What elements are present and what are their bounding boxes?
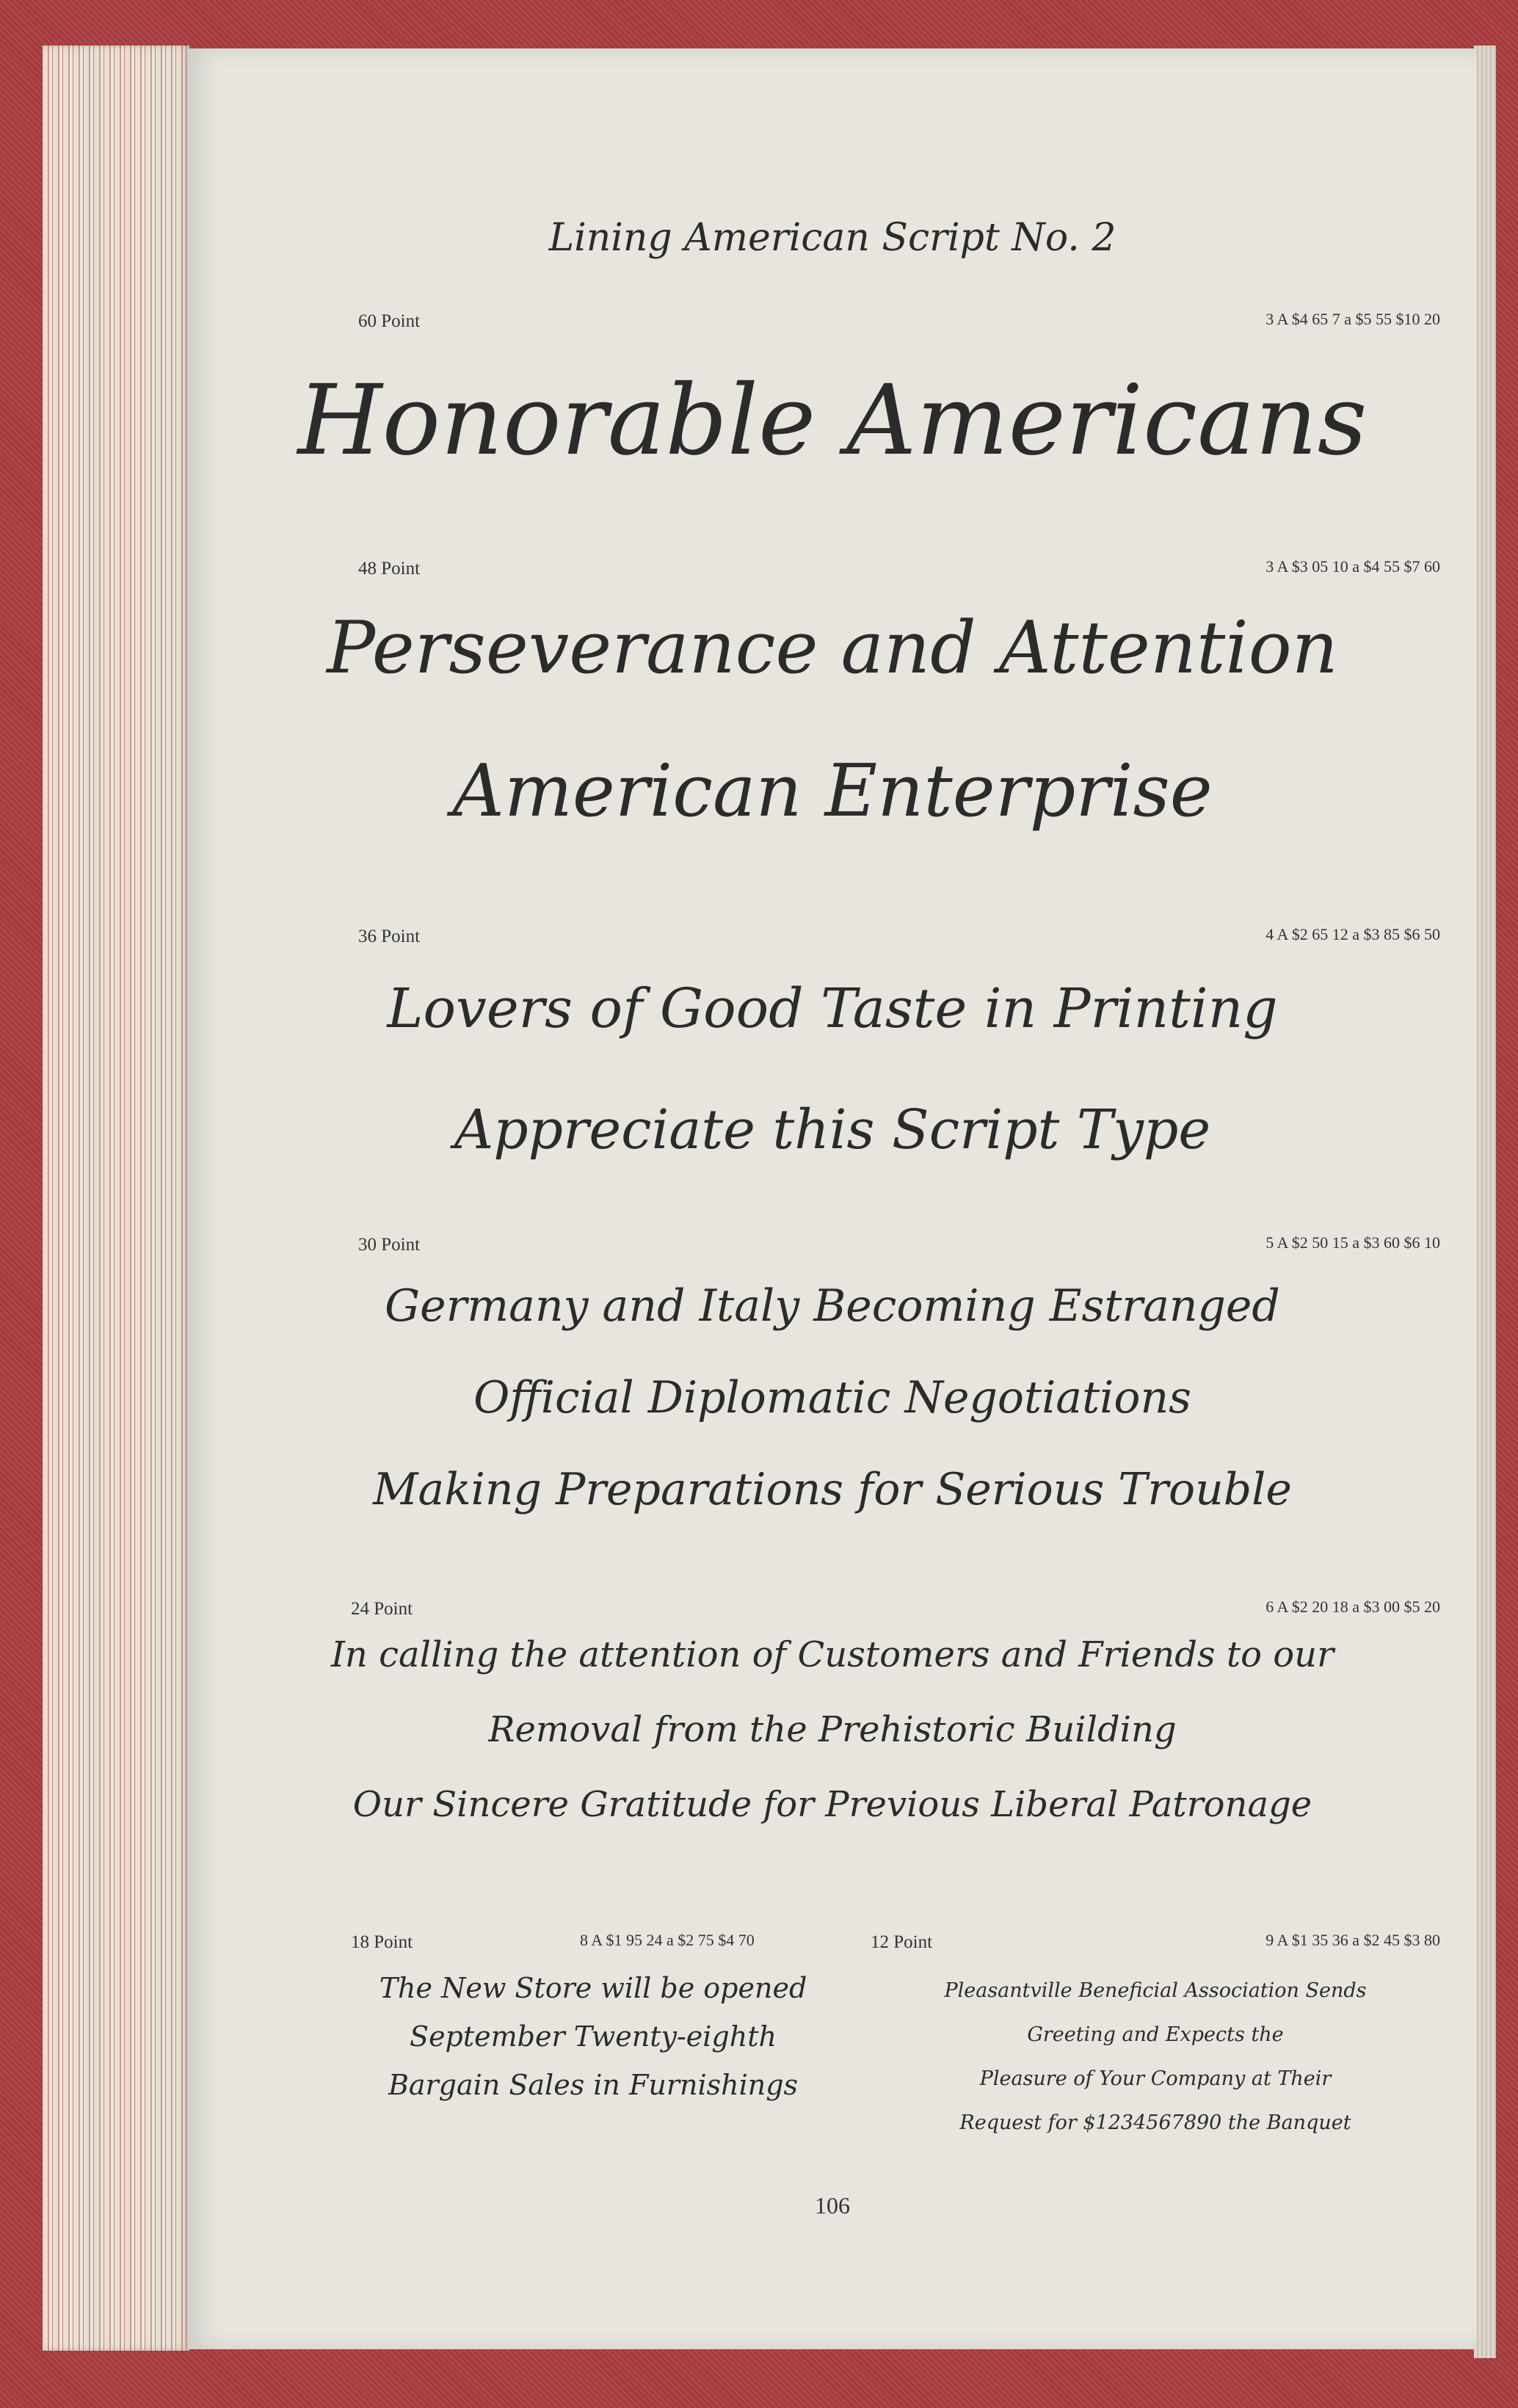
price-36: 4 A $2 65 12 a $3 85 $6 50	[1265, 925, 1440, 943]
price-24: 6 A $2 20 18 a $3 00 $5 20	[1265, 1598, 1440, 1616]
price-60: 3 A $4 65 7 a $5 55 $10 20	[1265, 310, 1440, 328]
size-label-36: 36 Point	[358, 926, 421, 946]
size-label-18: 18 Point	[351, 1932, 413, 1952]
specimen-30-line-1: Germany and Italy Becoming Estranged	[385, 1280, 1280, 1332]
specimen-12-line-1: Pleasantville Beneficial Association Sends	[944, 1979, 1367, 2002]
specimen-24-line-3: Our Sincere Gratitude for Previous Liberal Patronage	[352, 1784, 1312, 1825]
price-12: 9 A $1 35 36 a $2 45 $3 80	[1265, 1931, 1440, 1949]
specimen-12-line-3: Pleasure of Your Company at Their	[979, 2067, 1332, 2090]
specimen-18-line-1: The New Store will be opened	[379, 1972, 807, 2004]
price-48: 3 A $3 05 10 a $4 55 $7 60	[1265, 557, 1440, 576]
specimen-24-line-1: In calling the attention of Customers and Friends to our	[330, 1634, 1334, 1675]
specimen-24-line-2: Removal from the Prehistoric Building	[488, 1709, 1177, 1750]
specimen-36-line-1: Lovers of Good Taste in Printing	[387, 977, 1278, 1040]
specimen-36-line-2: Appreciate this Script Type	[454, 1098, 1211, 1161]
specimen-30-line-3: Making Preparations for Serious Trouble	[373, 1464, 1292, 1515]
price-30: 5 A $2 50 15 a $3 60 $6 10	[1265, 1233, 1440, 1252]
specimen-60-line-1: Honorable Americans	[297, 364, 1368, 477]
size-label-30: 30 Point	[358, 1235, 421, 1255]
right-page-edges	[1474, 46, 1496, 2358]
page-edges	[43, 46, 189, 2351]
specimen-18-line-3: Bargain Sales in Furnishings	[388, 2069, 799, 2101]
page-number: 106	[815, 2192, 850, 2219]
size-label-60: 60 Point	[358, 311, 421, 331]
price-18: 8 A $1 95 24 a $2 75 $4 70	[580, 1931, 755, 1949]
specimen-48-line-1: Perseverance and Attention	[327, 606, 1338, 690]
page-title: Lining American Script No. 2	[548, 216, 1116, 260]
specimen-12-line-2: Greeting and Expects the	[1027, 2023, 1284, 2046]
size-label-24: 24 Point	[351, 1599, 413, 1619]
specimen-12-line-4: Request for $1234567890 the Banquet	[959, 2111, 1351, 2134]
specimen-30-line-2: Official Diplomatic Negotiations	[473, 1372, 1191, 1424]
book-page	[188, 48, 1477, 2349]
size-label-48: 48 Point	[358, 559, 421, 579]
specimen-48-line-2: American Enterprise	[452, 750, 1213, 833]
specimen-18-line-2: September Twenty-eighth	[410, 2020, 777, 2053]
size-label-12: 12 Point	[871, 1932, 933, 1952]
